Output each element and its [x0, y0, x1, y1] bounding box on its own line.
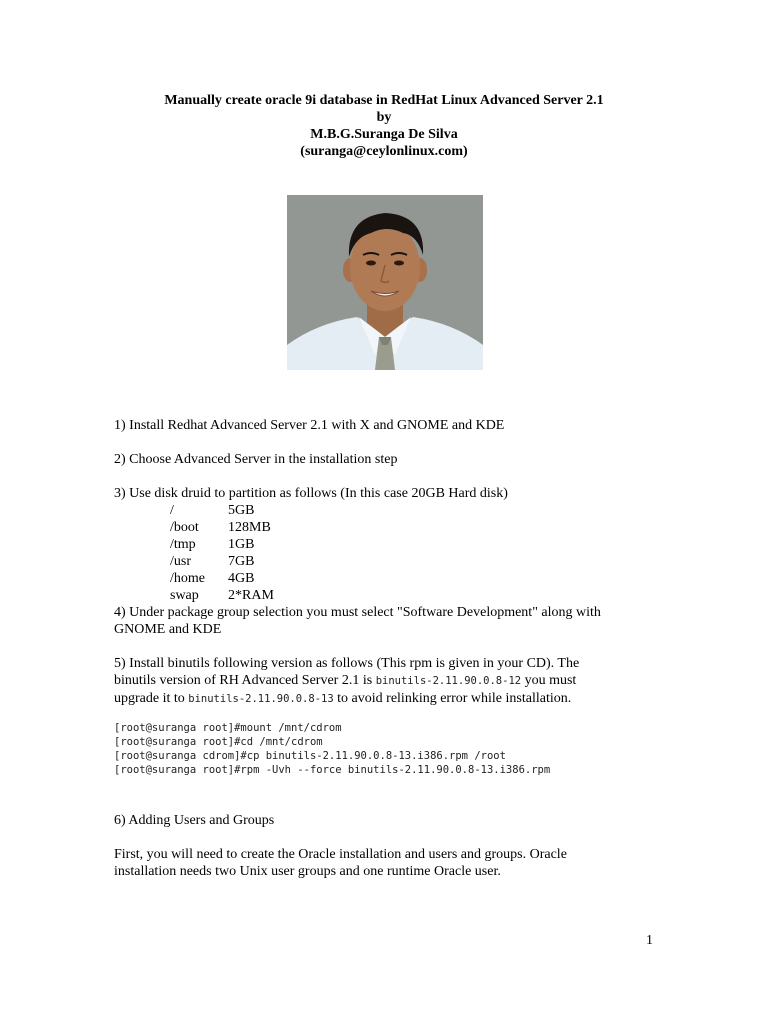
binutils-old-version: binutils-2.11.90.0.8-12 [375, 675, 522, 687]
partition-mount: /tmp [170, 537, 196, 552]
partition-row [170, 502, 274, 519]
step-5-line-1: 5) Install binutils following version as follows (This rpm is given in your CD). The [114, 656, 580, 671]
partition-size: 128MB [228, 520, 271, 535]
step-4-line-2: GNOME and KDE [114, 622, 222, 637]
author-photo-image [287, 195, 483, 370]
partition-row [170, 570, 274, 587]
partition-mount: / [170, 503, 174, 518]
partition-mount: /home [170, 571, 205, 586]
page-number: 1 [646, 933, 653, 948]
author-photo [287, 195, 483, 370]
command-line: [root@suranga root]#mount /mnt/cdrom [114, 722, 342, 734]
by-line: by [376, 110, 392, 125]
step-5-line-3-text: upgrade it to [114, 691, 189, 706]
partition-size: 5GB [228, 503, 255, 518]
step-5-line-2-text: binutils version of RH Advanced Server 2.1 is [114, 673, 376, 688]
step-2: 2) Choose Advanced Server in the installation step [114, 452, 398, 467]
document-title: Manually create oracle 9i database in RedHat Linux Advanced Server 2.1 [164, 93, 604, 108]
command-line: [root@suranga root]#rpm -Uvh --force binutils-2.11.90.0.8-13.i386.rpm [114, 764, 551, 776]
document-body [114, 417, 674, 880]
partition-mount: /usr [170, 554, 191, 569]
step-5-line-2-tail: you must [521, 673, 577, 688]
author-email: (suranga@ceylonlinux.com) [300, 144, 468, 159]
partition-row [170, 587, 274, 604]
step-5-line-3 [114, 690, 674, 708]
step-4-line-1: 4) Under package group selection you must select "Software Development" along with [114, 605, 601, 620]
partition-row [170, 553, 274, 570]
command-block [114, 721, 674, 777]
command-line: [root@suranga cdrom]#cp binutils-2.11.90.0.8-13.i386.rpm /root [114, 750, 506, 762]
step-5-line-3-tail: to avoid relinking error while installation. [333, 691, 572, 706]
step-6: 6) Adding Users and Groups [114, 813, 275, 828]
step-1: 1) Install Redhat Advanced Server 2.1 with X and GNOME and KDE [114, 418, 505, 433]
step-6-paragraph-line-1: First, you will need to create the Oracle installation and users and groups. Oracle [114, 847, 567, 862]
partition-table [170, 502, 274, 604]
binutils-new-version: binutils-2.11.90.0.8-13 [188, 693, 334, 705]
partition-size: 2*RAM [228, 588, 274, 603]
step-6-paragraph-line-2: installation needs two Unix user groups and one runtime Oracle user. [114, 864, 501, 879]
partition-size: 4GB [228, 571, 255, 586]
partition-row [170, 519, 274, 536]
step-3: 3) Use disk druid to partition as follows (In this case 20GB Hard disk) [114, 486, 508, 501]
partition-mount: /boot [170, 520, 199, 535]
document-header [0, 92, 768, 160]
partition-size: 1GB [228, 537, 255, 552]
step-5-line-2 [114, 672, 674, 690]
partition-mount: swap [170, 588, 199, 603]
author-name: M.B.G.Suranga De Silva [310, 127, 458, 142]
command-line: [root@suranga root]#cd /mnt/cdrom [114, 736, 323, 748]
partition-size: 7GB [228, 554, 255, 569]
partition-row [170, 536, 274, 553]
